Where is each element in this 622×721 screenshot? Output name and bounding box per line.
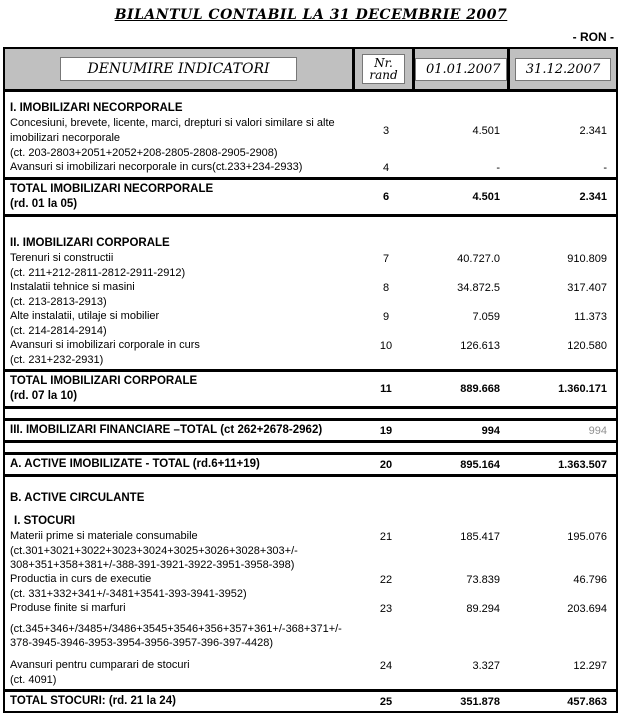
value-col2-cell: 994 — [588, 424, 607, 437]
row-number-cell: 9 — [382, 310, 390, 323]
table-row — [5, 529, 616, 572]
row-number-cell: 23 — [379, 602, 393, 615]
table-header — [5, 49, 616, 92]
spacer — [5, 217, 616, 232]
section-title: I. STOCURI — [14, 515, 76, 527]
row-label: TOTAL STOCURI: (rd. 21 la 24) — [10, 695, 176, 707]
header-cell-date1 — [415, 49, 510, 89]
section-title: II. IMOBILIZARI CORPORALE — [10, 237, 170, 249]
table-row — [5, 280, 616, 309]
value-col1-cell: 34.872.5 — [457, 281, 500, 294]
value-col1-cell: 4.501 — [472, 125, 500, 137]
value-col1-cell: 185.417 — [460, 530, 500, 543]
value-col2-cell: 120.580 — [567, 339, 607, 352]
total-row — [5, 689, 616, 711]
row-number-cell: 21 — [379, 530, 393, 543]
row-label: III. IMOBILIZARI FINANCIARE –TOTAL (ct 262+2678-2962) — [10, 424, 323, 436]
balance-sheet-table — [3, 47, 618, 713]
row-number-cell: 19 — [379, 424, 393, 437]
account-formula: (ct. 4091) — [10, 674, 57, 686]
account-formula: (ct. 331+332+341+/-3481+3541-393-3941-3952) — [10, 588, 247, 600]
value-col1-cell: 73.839 — [466, 573, 500, 586]
row-number-cell: 7 — [382, 252, 390, 265]
row-number-cell: 24 — [379, 659, 393, 672]
row-label: Alte instalatii, utilaje si mobilier — [10, 310, 160, 322]
value-col1-cell: 895.164 — [460, 458, 500, 471]
row-number-cell: 10 — [379, 339, 393, 352]
section-header — [5, 232, 616, 251]
row-number-cell: 3 — [382, 125, 390, 137]
account-formula: (ct. 203-2803+2051+2052+208-2805-2808-2905-2908) — [10, 147, 278, 159]
row-label: Productia in curs de executie — [10, 573, 152, 585]
row-no-line2: rand — [369, 68, 398, 82]
value-col1-cell: - — [496, 161, 500, 174]
account-formula: (ct. 211+212-2811-2812-2911-2912) — [10, 267, 186, 279]
value-col1-cell: 889.668 — [460, 383, 500, 395]
value-col1-cell: 126.613 — [460, 339, 500, 352]
row-label: Avansuri si imobilizari corporale in curs — [10, 339, 200, 351]
spacer — [5, 477, 616, 488]
section-title: I. IMOBILIZARI NECORPORALE — [10, 102, 183, 114]
table-row — [5, 572, 616, 601]
row-number-cell: 4 — [382, 161, 390, 174]
table-row — [5, 601, 616, 650]
header-label-date1: 01.01.2007 — [415, 58, 507, 81]
total-row — [5, 452, 616, 477]
value-col2-cell: 2.341 — [579, 125, 607, 137]
value-col2-cell: 1.363.507 — [558, 458, 607, 471]
value-col2-cell: 317.407 — [567, 281, 607, 294]
row-label: Avansuri pentru cumparari de stocuri — [10, 659, 190, 671]
account-formula: (ct.345+346+/3485+/3486+3545+3546+356+357+361+/-368+371+/- — [10, 623, 342, 635]
row-number-cell: 6 — [382, 191, 390, 203]
value-col2-cell: 203.694 — [567, 602, 607, 615]
header-label-indicators: DENUMIRE INDICATORI — [60, 57, 297, 81]
value-col2-cell: - — [603, 161, 607, 174]
value-col2-cell: 2.341 — [579, 191, 607, 203]
value-col2-cell: 46.796 — [573, 573, 607, 586]
value-col1-cell: 351.878 — [460, 695, 500, 708]
account-formula: 308+351+358+381+/-388-391-3921-3922-3951-3958-398) — [10, 559, 295, 571]
row-label: TOTAL IMOBILIZARI CORPORALE — [10, 375, 198, 387]
total-row — [5, 369, 616, 409]
section-header — [5, 92, 616, 116]
row-label: (rd. 07 la 10) — [10, 390, 78, 402]
total-row — [5, 418, 616, 443]
currency-note: - RON - — [572, 30, 614, 44]
section-header — [5, 511, 616, 529]
value-col1-cell: 40.727.0 — [457, 252, 500, 265]
header-label-date2: 31.12.2007 — [515, 58, 611, 81]
section-header — [5, 488, 616, 506]
value-col2-cell: 195.076 — [567, 530, 607, 543]
table-row — [5, 338, 616, 369]
value-col2-cell: 11.373 — [574, 310, 607, 323]
table-row — [5, 658, 616, 689]
spacer — [5, 443, 616, 452]
page-title: BILANTUL CONTABIL LA 31 DECEMBRIE 2007 — [114, 7, 508, 23]
spacer — [5, 409, 616, 418]
row-label: Materii prime si materiale consumabile — [10, 530, 198, 542]
value-col1-cell: 89.294 — [466, 602, 500, 615]
value-col2-cell: 1.360.171 — [558, 383, 607, 395]
value-col2-cell: 910.809 — [567, 252, 607, 265]
row-label: Avansuri si imobilizari necorporale in curs(ct.233+234-2933) — [10, 161, 303, 173]
row-label: Instalatii tehnice si masini — [10, 281, 135, 293]
table-row — [5, 251, 616, 280]
row-label: Produse finite si marfuri — [10, 602, 126, 614]
row-label: A. ACTIVE IMOBILIZATE - TOTAL (rd.6+11+19) — [10, 458, 260, 470]
row-label: imobilizari necorporale — [10, 132, 121, 144]
account-formula: (ct. 213-2813-2913) — [10, 296, 107, 308]
row-number-cell: 25 — [379, 695, 393, 708]
row-number-cell: 8 — [382, 281, 390, 294]
header-cell-row-number — [355, 49, 415, 89]
total-row — [5, 177, 616, 217]
value-col1-cell: 4.501 — [472, 191, 500, 203]
row-label: (rd. 01 la 05) — [10, 198, 78, 210]
value-col1-cell: 7.059 — [472, 310, 500, 323]
row-number-cell: 20 — [379, 458, 393, 471]
header-cell-indicators — [5, 49, 355, 89]
table-row — [5, 309, 616, 338]
value-col2-cell: 457.863 — [567, 695, 607, 708]
account-formula: (ct. 214-2814-2914) — [10, 325, 107, 337]
value-col1-cell: 994 — [481, 424, 500, 437]
table-row — [5, 160, 616, 177]
account-formula: 378-3945-3946-3953-3954-3956-3957-396-397-4428) — [10, 637, 273, 649]
value-col1-cell: 3.327 — [472, 659, 500, 672]
header-label-row-number — [362, 54, 404, 84]
row-label: Concesiuni, brevete, licente, marci, drepturi si valori similare si alte — [10, 117, 335, 129]
account-formula: (ct. 231+232-2931) — [10, 354, 104, 366]
account-formula: (ct.301+3021+3022+3023+3024+3025+3026+3028+303+/- — [10, 545, 298, 557]
value-col2-cell: 12.297 — [573, 659, 607, 672]
row-label: TOTAL IMOBILIZARI NECORPORALE — [10, 183, 214, 195]
row-number-cell: 22 — [379, 573, 393, 586]
row-label: Terenuri si constructii — [10, 252, 114, 264]
section-title: B. ACTIVE CIRCULANTE — [10, 492, 145, 504]
table-row — [5, 116, 616, 160]
row-no-line1: Nr. — [374, 56, 393, 70]
header-cell-date2 — [510, 49, 616, 89]
row-number-cell: 11 — [380, 383, 392, 395]
